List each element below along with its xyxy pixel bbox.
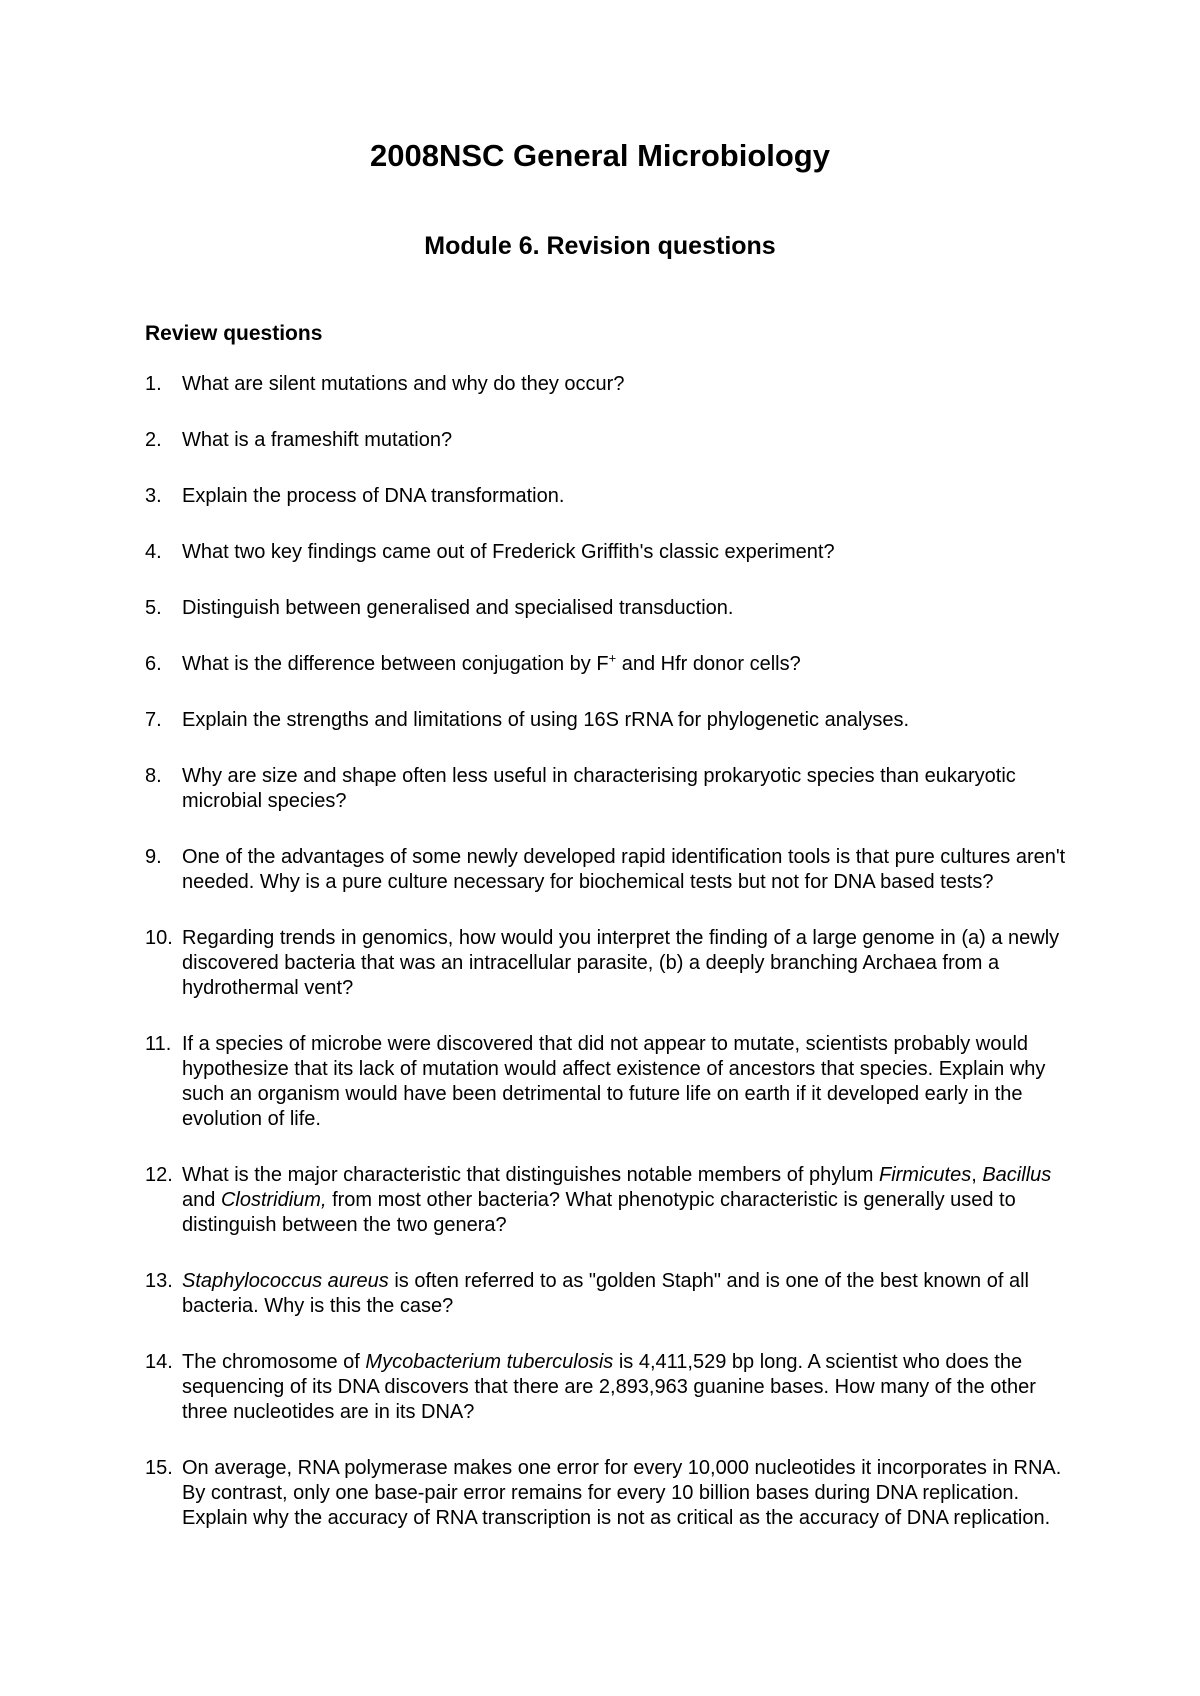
question-text-part: What is the difference between conjugation by F	[182, 653, 609, 675]
document-title: 2008NSC General Microbiology	[370, 138, 830, 173]
question-item	[145, 926, 1070, 1001]
question-item	[145, 1032, 1070, 1132]
question-text: What are silent mutations and why do they occur?	[182, 373, 625, 395]
question-text	[182, 1269, 1070, 1319]
question-text: Explain the process of DNA transformation.	[182, 485, 565, 507]
question-text: Explain the strengths and limitations of using 16S rRNA for phylogenetic analyses.	[182, 709, 910, 731]
question-number: 6.	[145, 653, 162, 675]
question-item	[145, 845, 1070, 895]
question-number: 3.	[145, 485, 162, 507]
question-number: 11.	[145, 1033, 172, 1055]
question-text: Distinguish between generalised and specialised transduction.	[182, 597, 734, 619]
question-number: 5.	[145, 597, 162, 619]
question-item	[145, 372, 1070, 397]
species-name: Staphylococcus aureus	[182, 1270, 389, 1292]
question-text-part: is often referred to as "golden Staph" and is one of the best known of all bacteria. Why is this the case?	[182, 1270, 1029, 1317]
question-text-part: ,	[971, 1164, 983, 1186]
question-item	[145, 428, 1070, 453]
question-number: 10.	[145, 927, 173, 949]
question-item	[145, 1350, 1070, 1425]
question-text: Regarding trends in genomics, how would you interpret the finding of a large genome in (a) a newly discovered bacteria that was an intracellular parasite, (b) a deeply branching Archaea from a hydrothermal vent?	[182, 927, 1060, 999]
question-text: What two key findings came out of Frederick Griffith's classic experiment?	[182, 541, 835, 563]
question-text-part: and	[182, 1189, 221, 1211]
question-text: If a species of microbe were discovered that did not appear to mutate, scientists probably would hypothesize that its lack of mutation would affect existence of ancestors that species. Explain why such an organism would have been detrimental to future life on earth if it developed early in the evolution of life.	[182, 1033, 1046, 1130]
question-text-part: and Hfr donor cells?	[616, 653, 801, 675]
question-item	[145, 1269, 1070, 1319]
section-heading: Review questions	[145, 322, 323, 345]
species-name: Mycobacterium tuberculosis	[365, 1351, 614, 1373]
question-text-part: What is the major characteristic that distinguishes notable members of phylum	[182, 1164, 879, 1186]
question-item	[145, 1163, 1070, 1238]
question-text-part: from most other bacteria? What phenotypic characteristic is generally used to distinguish between the two genera?	[182, 1189, 1016, 1236]
question-text: On average, RNA polymerase makes one error for every 10,000 nucleotides it incorporates in RNA. By contrast, only one base-pair error remains for every 10 billion bases during DNA replication. Explain why the accuracy of RNA transcription is not as critical as the accuracy of DNA replication.	[182, 1457, 1062, 1529]
question-text: Why are size and shape often less useful in characterising prokaryotic species than eukaryotic microbial species?	[182, 765, 1016, 812]
question-number: 14.	[145, 1351, 173, 1373]
question-number: 9.	[145, 846, 162, 868]
question-item	[145, 764, 1070, 814]
question-list	[145, 372, 1070, 1562]
question-number: 7.	[145, 709, 162, 731]
question-item	[145, 540, 1070, 565]
question-item	[145, 484, 1070, 509]
question-number: 4.	[145, 541, 162, 563]
document-subtitle: Module 6. Revision questions	[424, 232, 776, 260]
species-name: Bacillus	[982, 1164, 1052, 1186]
question-number: 2.	[145, 429, 162, 451]
question-item	[145, 596, 1070, 621]
question-item	[145, 1456, 1070, 1531]
species-name: Firmicutes	[878, 1164, 972, 1186]
question-text: What is a frameshift mutation?	[182, 429, 453, 451]
superscript-plus: +	[608, 650, 617, 666]
question-number: 1.	[145, 373, 162, 395]
question-item	[145, 708, 1070, 733]
question-text	[182, 1163, 1070, 1238]
question-number: 13.	[145, 1270, 173, 1292]
species-name: Clostridium,	[220, 1189, 327, 1211]
question-text: One of the advantages of some newly developed rapid identification tools is that pure cultures aren't needed. Why is a pure culture necessary for biochemical tests but not for DNA based tests?	[182, 846, 1066, 893]
question-text-part: is 4,411,529 bp long. A scientist who does the sequencing of its DNA discovers that there are 2,893,963 guanine bases. How many of the other three nucleotides are in its DNA?	[182, 1351, 1036, 1423]
question-number: 8.	[145, 765, 162, 787]
question-number: 15.	[145, 1457, 173, 1479]
question-item	[145, 652, 1070, 677]
question-text-part: The chromosome of	[182, 1351, 366, 1373]
question-text	[182, 652, 1070, 677]
question-number: 12.	[145, 1164, 173, 1186]
question-text	[182, 1350, 1070, 1425]
